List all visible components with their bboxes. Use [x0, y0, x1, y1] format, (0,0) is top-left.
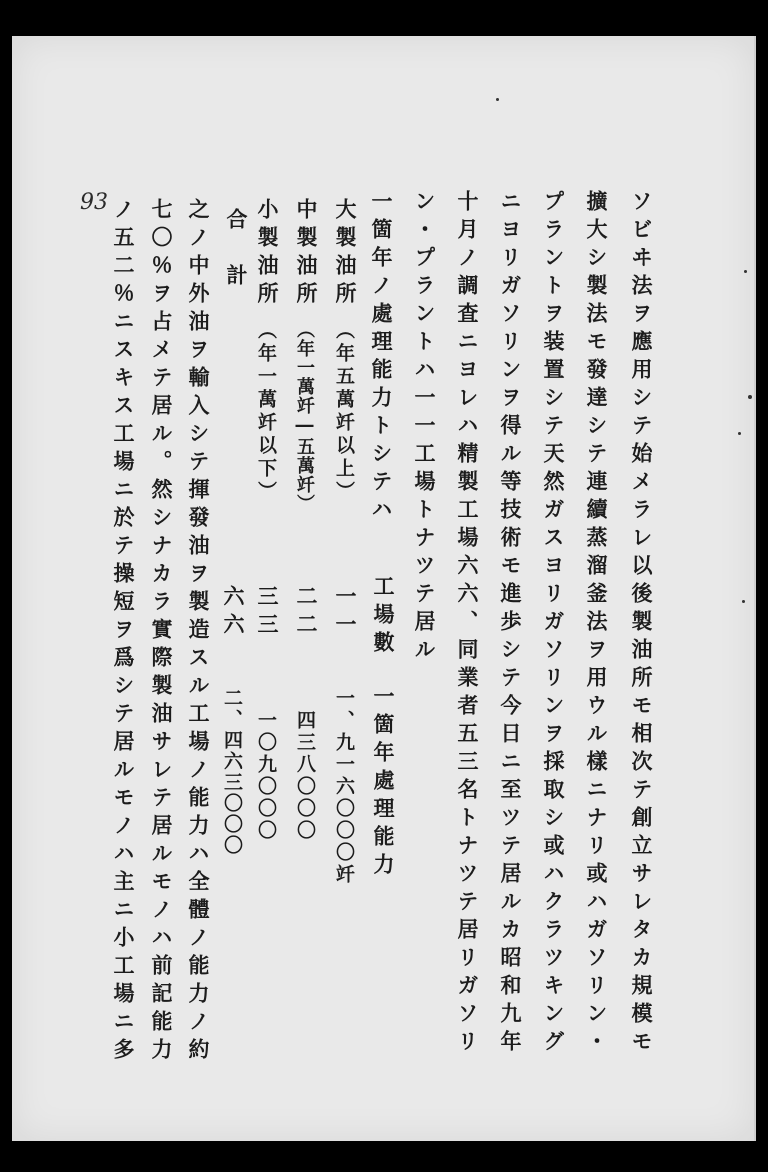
- table-row-note: （年一萬竏以下）: [255, 320, 277, 504]
- table-row-label: 中製油所: [294, 198, 318, 310]
- prose-line-6: ン・プラントハ一一工場トナツテ居ル: [412, 190, 436, 666]
- prose-line-4: ニヨリガソリンヲ得ル等技術モ進歩シテ今日ニ至ツテ居ルカ昭和九年: [498, 190, 522, 1058]
- prose-line-1: ソビヰ法ヲ應用シテ始メラレ以後製油所モ相次テ創立サレタカ規模モ: [629, 190, 653, 1058]
- closing-line-1: 之ノ中外油ヲ輸入シテ揮發油ヲ製造スル工場ノ能力ハ全體ノ能力ノ約: [186, 198, 210, 1066]
- prose-line-7: 一箇年ノ處理能力トシテハ: [369, 190, 393, 526]
- table-row-factories: 三三: [255, 585, 279, 641]
- table-row-factories: 一一: [333, 585, 357, 641]
- closing-line-3: ノ五二％ニスキス工場ニ於テ操短ヲ爲シテ居ルモノハ主ニ小工場ニ多: [111, 198, 135, 1066]
- prose-line-3: プラントヲ装置シテ天然ガスヨリガソリンヲ採取シ或ハクラツキング: [541, 190, 565, 1058]
- table-row-factories: 二二: [294, 585, 318, 641]
- prose-line-5: 十月ノ調査ニヨレハ精製工場六六、同業者五三名トナツテ居リガソリ: [455, 190, 479, 1058]
- table-total-label: 合 計: [224, 208, 248, 292]
- table-row-note: （年五萬竏以上）: [333, 320, 355, 504]
- table-header-capacity: 一箇年處理能力: [371, 685, 395, 881]
- table-row-label: 大製油所: [333, 198, 357, 310]
- table-header-factories: 工場數: [371, 575, 395, 659]
- scan-speck: [496, 98, 499, 101]
- table-row-capacity: 一〇九〇〇〇: [255, 710, 277, 842]
- table-row-note: （年一萬竏―五萬竏）: [294, 320, 315, 513]
- closing-line-2: 七〇％ヲ占メテ居ル。然シナカラ實際製油サレテ居ルモノハ前記能力: [149, 198, 173, 1066]
- table-row-capacity: 四三八〇〇〇: [294, 710, 316, 842]
- prose-line-2: 擴大シ製法モ發達シテ連續蒸溜釜法ヲ用ウル樣ニナリ或ハガソリン・: [584, 190, 608, 1058]
- table-row-capacity: 一、九一六〇〇〇竏: [333, 688, 355, 886]
- page-number: 93: [80, 190, 108, 215]
- scan-speck: [738, 432, 741, 435]
- table-row-label: 小製油所: [255, 198, 279, 310]
- scan-speck: [748, 395, 752, 399]
- scan-speck: [744, 270, 747, 273]
- page-edge: [754, 36, 756, 1141]
- scan-speck: [742, 600, 745, 603]
- table-total-capacity: 二、四六三〇〇〇: [221, 688, 243, 856]
- table-total-factories: 六六: [221, 585, 245, 641]
